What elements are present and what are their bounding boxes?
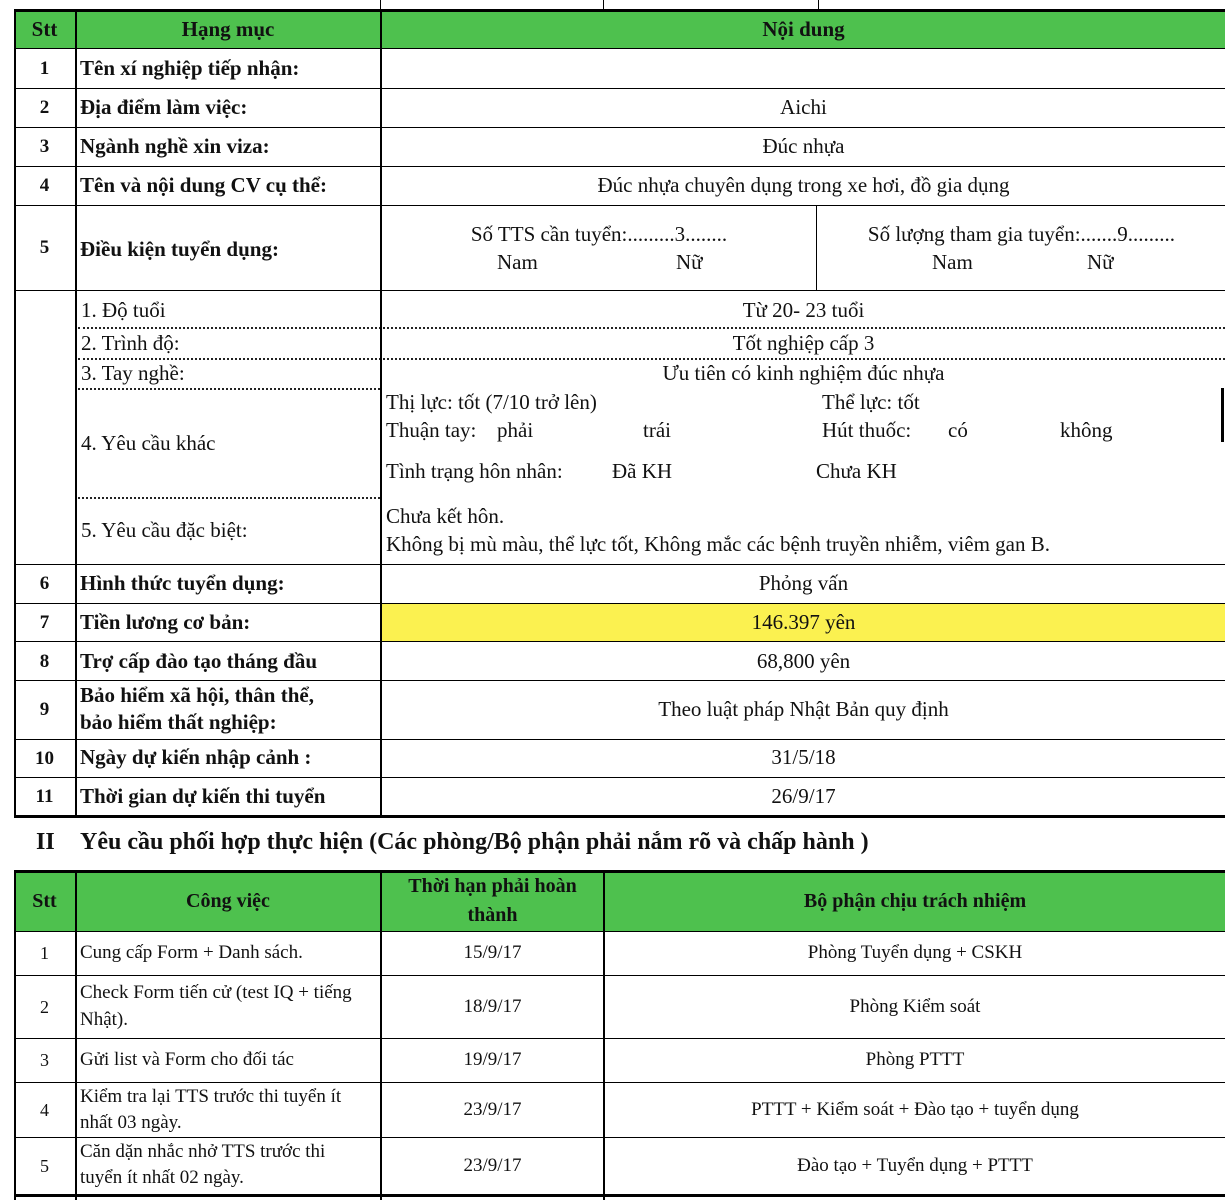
- special-line-1: Chưa kết hôn.: [386, 504, 505, 528]
- row5-left-line: Số TTS cần tuyển:.........3........: [470, 222, 728, 246]
- t2-header-thoi-han-1: Thời hạn phải hoàn: [408, 875, 577, 897]
- row11-value: 26/9/17: [771, 784, 836, 808]
- t2-row4-dept: PTTT + Kiểm soát + Đào tạo + tuyển dụng: [751, 1099, 1079, 1120]
- hand-right: phải: [497, 418, 534, 442]
- row3-value: Đúc nhựa: [762, 134, 845, 158]
- row5-left-nam: Nam: [497, 250, 538, 274]
- row5-left-nu: Nữ: [676, 250, 703, 274]
- row6-value: Phỏng vấn: [758, 571, 849, 595]
- row4-value: Đúc nhựa chuyên dụng trong xe hơi, đồ gia dụng: [597, 173, 1010, 197]
- row3-label: Ngành nghề xin viza:: [80, 134, 270, 158]
- row10-label: Ngày dự kiến nhập cảnh :: [80, 745, 312, 769]
- fitness: Thể lực: tốt: [822, 390, 920, 414]
- t2-row5-task-2: tuyển ít nhất 02 ngày.: [80, 1167, 244, 1188]
- t2-row1-deadline: 15/9/17: [463, 942, 522, 963]
- marital-label: Tình trạng hôn nhân:: [386, 459, 563, 483]
- skill-label: 3. Tay nghề:: [81, 361, 185, 385]
- t2-row5-dept: Đào tạo + Tuyển dụng + PTTT: [797, 1155, 1033, 1176]
- section2-number: II: [36, 829, 55, 855]
- row9-stt: 9: [39, 699, 50, 720]
- t2-row2-deadline: 18/9/17: [463, 996, 522, 1017]
- t2-row2-dept: Phòng Kiểm soát: [849, 996, 981, 1017]
- t2-header-cong-viec: Công việc: [186, 890, 270, 912]
- row5-right-nu: Nữ: [1087, 250, 1114, 274]
- t2-row1-task: Cung cấp Form + Danh sách.: [80, 942, 303, 963]
- row10-value: 31/5/18: [771, 745, 836, 769]
- eyesight: Thị lực: tốt (7/10 trở lên): [386, 390, 597, 414]
- t2-header-stt: Stt: [32, 890, 57, 912]
- row6-stt: 6: [39, 573, 50, 594]
- smoke-label: Hút thuốc:: [822, 418, 912, 442]
- t2-row4-task-1: Kiểm tra lại TTS trước thi tuyển ít: [80, 1086, 342, 1107]
- hand-left: trái: [643, 418, 671, 442]
- row7-value: 146.397 yên: [751, 610, 856, 634]
- row5-label: Điều kiện tuyển dụng:: [80, 237, 279, 261]
- row10-stt: 10: [35, 748, 54, 769]
- row11-label: Thời gian dự kiến thi tuyển: [80, 784, 326, 808]
- skill-value: Ưu tiên có kinh nghiệm đúc nhựa: [662, 361, 945, 385]
- row2-label: Địa điểm làm việc:: [80, 95, 248, 119]
- t2-row1-stt: 1: [40, 943, 49, 963]
- row9-label-1: Bảo hiểm xã hội, thân thể,: [80, 683, 314, 707]
- t2-row2-task-1: Check Form tiến cử (test IQ + tiếng: [80, 982, 352, 1003]
- special-label: 5. Yêu cầu đặc biệt:: [81, 518, 248, 542]
- t2-row5-deadline: 23/9/17: [463, 1155, 522, 1176]
- row4-stt: 4: [39, 175, 50, 196]
- smoke-yes: có: [948, 418, 968, 442]
- t2-header-thoi-han-2: thành: [467, 904, 518, 926]
- row3-stt: 3: [39, 136, 50, 157]
- other-label: 4. Yêu cầu khác: [81, 431, 216, 455]
- t2-row3-task: Gửi list và Form cho đối tác: [80, 1049, 294, 1070]
- row7-stt: 7: [39, 612, 50, 633]
- special-line-2: Không bị mù màu, thể lực tốt, Không mắc các bệnh truyền nhiễm, viêm gan B.: [386, 532, 1050, 556]
- row4-label: Tên và nội dung CV cụ thể:: [80, 173, 327, 197]
- marital-single: Chưa KH: [816, 459, 897, 483]
- t2-row3-stt: 3: [40, 1050, 49, 1070]
- hand-label: Thuận tay:: [386, 418, 477, 442]
- row9-value: Theo luật pháp Nhật Bản quy định: [658, 697, 949, 721]
- header-noi-dung: Nội dung: [762, 17, 845, 41]
- smoke-no: không: [1060, 418, 1113, 442]
- row1-label: Tên xí nghiệp tiếp nhận:: [80, 56, 300, 80]
- age-value: Từ 20- 23 tuổi: [742, 298, 865, 322]
- row5-stt: 5: [39, 237, 50, 258]
- row2-stt: 2: [39, 97, 50, 118]
- row8-stt: 8: [39, 651, 50, 672]
- edu-value: Tốt nghiệp cấp 3: [732, 331, 875, 355]
- age-label: 1. Độ tuổi: [81, 298, 166, 322]
- edu-label: 2. Trình độ:: [81, 331, 180, 355]
- row1-stt: 1: [39, 58, 50, 79]
- t2-header-bo-phan: Bộ phận chịu trách nhiệm: [803, 890, 1027, 912]
- t2-row4-stt: 4: [40, 1100, 49, 1120]
- header-hang-muc: Hạng mục: [181, 17, 275, 41]
- marital-married: Đã KH: [612, 459, 673, 483]
- row5-right-line: Số lượng tham gia tuyển:.......9.........: [867, 222, 1176, 246]
- row11-stt: 11: [35, 786, 54, 807]
- row7-label: Tiền lương cơ bản:: [80, 610, 251, 634]
- t2-row5-stt: 5: [40, 1156, 49, 1176]
- header-stt: Stt: [31, 17, 58, 41]
- row6-label: Hình thức tuyển dụng:: [80, 571, 285, 595]
- row8-label: Trợ cấp đào tạo tháng đầu: [80, 649, 318, 673]
- t2-row2-stt: 2: [40, 997, 49, 1017]
- row9-label-2: bảo hiểm thất nghiệp:: [80, 710, 277, 734]
- row5-right-nam: Nam: [932, 250, 973, 274]
- t2-row2-task-2: Nhật).: [80, 1009, 129, 1030]
- t2-row1-dept: Phòng Tuyển dụng + CSKH: [807, 942, 1023, 963]
- row2-value: Aichi: [780, 95, 827, 119]
- t2-row4-deadline: 23/9/17: [463, 1099, 522, 1120]
- section2-title: Yêu cầu phối hợp thực hiện (Các phòng/Bộ phận phải nắm rõ và chấp hành ): [80, 829, 869, 855]
- row8-value: 68,800 yên: [756, 649, 851, 673]
- t2-row5-task-1: Căn dặn nhắc nhở TTS trước thi: [80, 1141, 326, 1162]
- t2-row3-dept: Phòng PTTT: [865, 1049, 965, 1070]
- t2-row3-deadline: 19/9/17: [463, 1049, 522, 1070]
- t2-row4-task-2: nhất 03 ngày.: [80, 1112, 182, 1133]
